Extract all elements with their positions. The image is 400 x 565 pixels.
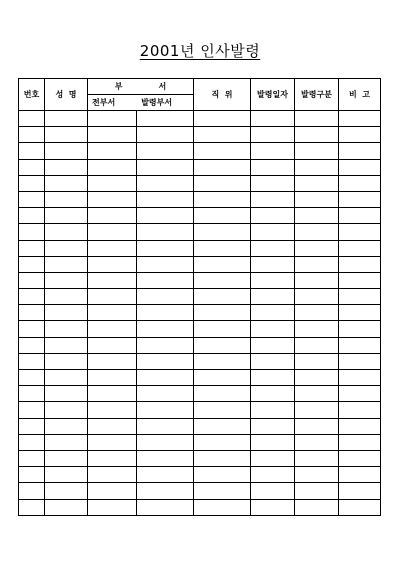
- cell-remarks: [339, 467, 381, 483]
- cell-no: [19, 467, 45, 483]
- cell-type: [295, 159, 339, 175]
- cell-dept-new: [137, 483, 194, 499]
- cell-position: [194, 353, 251, 369]
- cell-name: [45, 402, 88, 418]
- cell-no: [19, 499, 45, 516]
- cell-type: [295, 353, 339, 369]
- cell-date: [251, 240, 295, 256]
- cell-dept-new: [137, 256, 194, 272]
- cell-dept-prev: [88, 467, 137, 483]
- cell-dept-prev: [88, 321, 137, 337]
- cell-position: [194, 256, 251, 272]
- table-row: [19, 483, 381, 499]
- cell-position: [194, 321, 251, 337]
- cell-date: [251, 111, 295, 127]
- table-row: [19, 191, 381, 207]
- cell-dept-new: [137, 337, 194, 353]
- cell-dept-new: [137, 370, 194, 386]
- cell-position: [194, 240, 251, 256]
- cell-type: [295, 418, 339, 434]
- cell-name: [45, 175, 88, 191]
- cell-name: [45, 240, 88, 256]
- table-row: [19, 111, 381, 127]
- cell-position: [194, 337, 251, 353]
- cell-dept-prev: [88, 208, 137, 224]
- cell-dept-new: [137, 321, 194, 337]
- cell-dept-prev: [88, 370, 137, 386]
- cell-date: [251, 256, 295, 272]
- cell-type: [295, 450, 339, 466]
- cell-dept-prev: [88, 272, 137, 288]
- header-remarks: 비 고: [339, 79, 381, 111]
- table-row: [19, 337, 381, 353]
- cell-dept-new: [137, 175, 194, 191]
- cell-type: [295, 127, 339, 143]
- cell-dept-new: [137, 143, 194, 159]
- cell-remarks: [339, 305, 381, 321]
- cell-remarks: [339, 450, 381, 466]
- cell-no: [19, 483, 45, 499]
- cell-position: [194, 224, 251, 240]
- cell-remarks: [339, 321, 381, 337]
- cell-no: [19, 191, 45, 207]
- cell-dept-prev: [88, 305, 137, 321]
- cell-remarks: [339, 483, 381, 499]
- table-row: [19, 434, 381, 450]
- cell-remarks: [339, 240, 381, 256]
- cell-dept-new: [137, 402, 194, 418]
- cell-no: [19, 159, 45, 175]
- header-dept-1: 부: [114, 81, 123, 91]
- cell-no: [19, 386, 45, 402]
- header-dept: [88, 79, 194, 95]
- cell-position: [194, 434, 251, 450]
- cell-date: [251, 127, 295, 143]
- cell-no: [19, 127, 45, 143]
- cell-position: [194, 386, 251, 402]
- cell-dept-prev: [88, 483, 137, 499]
- cell-date: [251, 191, 295, 207]
- cell-type: [295, 499, 339, 516]
- table-row: [19, 127, 381, 143]
- cell-date: [251, 450, 295, 466]
- table-row: [19, 240, 381, 256]
- cell-name: [45, 289, 88, 305]
- cell-no: [19, 321, 45, 337]
- cell-name: [45, 224, 88, 240]
- cell-date: [251, 402, 295, 418]
- cell-position: [194, 191, 251, 207]
- cell-dept-prev: [88, 386, 137, 402]
- cell-position: [194, 175, 251, 191]
- personnel-register-table: [18, 78, 381, 516]
- cell-dept-new: [137, 208, 194, 224]
- table-row: [19, 467, 381, 483]
- cell-type: [295, 305, 339, 321]
- cell-no: [19, 175, 45, 191]
- table-row: [19, 305, 381, 321]
- cell-position: [194, 159, 251, 175]
- cell-name: [45, 483, 88, 499]
- page-title-text: 2001년 인사발령: [139, 42, 261, 60]
- cell-dept-new: [137, 159, 194, 175]
- cell-remarks: [339, 402, 381, 418]
- cell-name: [45, 386, 88, 402]
- cell-name: [45, 111, 88, 127]
- cell-dept-new: [137, 305, 194, 321]
- cell-dept-prev: [88, 402, 137, 418]
- cell-type: [295, 175, 339, 191]
- cell-date: [251, 224, 295, 240]
- cell-type: [295, 143, 339, 159]
- cell-remarks: [339, 499, 381, 516]
- cell-date: [251, 159, 295, 175]
- cell-position: [194, 370, 251, 386]
- cell-date: [251, 272, 295, 288]
- cell-dept-new: [137, 434, 194, 450]
- cell-name: [45, 418, 88, 434]
- cell-dept-prev: [88, 450, 137, 466]
- table-row: [19, 450, 381, 466]
- cell-date: [251, 143, 295, 159]
- cell-remarks: [339, 256, 381, 272]
- cell-remarks: [339, 386, 381, 402]
- cell-name: [45, 272, 88, 288]
- cell-name: [45, 353, 88, 369]
- table-row: [19, 499, 381, 516]
- cell-type: [295, 208, 339, 224]
- cell-no: [19, 353, 45, 369]
- cell-remarks: [339, 208, 381, 224]
- cell-date: [251, 337, 295, 353]
- cell-no: [19, 402, 45, 418]
- cell-position: [194, 305, 251, 321]
- cell-dept-prev: [88, 224, 137, 240]
- header-dept-2: 서: [158, 81, 167, 91]
- page-title: [0, 40, 400, 61]
- cell-dept-prev: [88, 111, 137, 127]
- register-body: [19, 111, 381, 516]
- cell-name: [45, 256, 88, 272]
- cell-remarks: [339, 111, 381, 127]
- table-row: [19, 272, 381, 288]
- cell-remarks: [339, 418, 381, 434]
- cell-name: [45, 208, 88, 224]
- cell-dept-new: [137, 467, 194, 483]
- cell-name: [45, 337, 88, 353]
- cell-position: [194, 143, 251, 159]
- cell-type: [295, 370, 339, 386]
- cell-position: [194, 127, 251, 143]
- cell-no: [19, 272, 45, 288]
- cell-dept-prev: [88, 143, 137, 159]
- cell-no: [19, 208, 45, 224]
- cell-dept-new: [137, 499, 194, 516]
- cell-remarks: [339, 175, 381, 191]
- cell-name: [45, 191, 88, 207]
- cell-type: [295, 191, 339, 207]
- cell-position: [194, 467, 251, 483]
- cell-no: [19, 240, 45, 256]
- cell-dept-prev: [88, 434, 137, 450]
- cell-dept-new: [137, 272, 194, 288]
- table-row: [19, 353, 381, 369]
- cell-date: [251, 499, 295, 516]
- cell-type: [295, 111, 339, 127]
- cell-dept-new: [137, 191, 194, 207]
- cell-type: [295, 321, 339, 337]
- table-row: [19, 224, 381, 240]
- cell-no: [19, 143, 45, 159]
- cell-type: [295, 256, 339, 272]
- cell-position: [194, 418, 251, 434]
- cell-dept-prev: [88, 418, 137, 434]
- cell-remarks: [339, 159, 381, 175]
- table-row: [19, 386, 381, 402]
- cell-no: [19, 337, 45, 353]
- cell-remarks: [339, 337, 381, 353]
- cell-no: [19, 289, 45, 305]
- cell-position: [194, 483, 251, 499]
- table-row: [19, 418, 381, 434]
- cell-type: [295, 402, 339, 418]
- cell-no: [19, 256, 45, 272]
- cell-dept-new: [137, 111, 194, 127]
- cell-position: [194, 289, 251, 305]
- cell-date: [251, 175, 295, 191]
- cell-name: [45, 450, 88, 466]
- cell-remarks: [339, 370, 381, 386]
- cell-type: [295, 337, 339, 353]
- cell-no: [19, 224, 45, 240]
- cell-dept-new: [137, 386, 194, 402]
- table-row: [19, 143, 381, 159]
- cell-name: [45, 305, 88, 321]
- cell-name: [45, 434, 88, 450]
- cell-no: [19, 418, 45, 434]
- cell-remarks: [339, 127, 381, 143]
- header-dept-new: 발령부서: [141, 97, 173, 107]
- cell-dept-new: [137, 450, 194, 466]
- cell-remarks: [339, 143, 381, 159]
- cell-name: [45, 143, 88, 159]
- cell-name: [45, 370, 88, 386]
- cell-remarks: [339, 224, 381, 240]
- cell-date: [251, 467, 295, 483]
- cell-dept-prev: [88, 289, 137, 305]
- cell-date: [251, 483, 295, 499]
- cell-dept-new: [137, 289, 194, 305]
- cell-name: [45, 499, 88, 516]
- header-no: 번호: [19, 79, 45, 111]
- cell-name: [45, 467, 88, 483]
- cell-type: [295, 272, 339, 288]
- cell-dept-prev: [88, 337, 137, 353]
- table-row: [19, 402, 381, 418]
- table-row: [19, 370, 381, 386]
- cell-date: [251, 370, 295, 386]
- cell-date: [251, 289, 295, 305]
- cell-position: [194, 272, 251, 288]
- cell-position: [194, 111, 251, 127]
- table-row: [19, 208, 381, 224]
- cell-dept-prev: [88, 240, 137, 256]
- cell-dept-new: [137, 127, 194, 143]
- cell-dept-prev: [88, 175, 137, 191]
- table-row: [19, 159, 381, 175]
- cell-position: [194, 499, 251, 516]
- cell-dept-prev: [88, 353, 137, 369]
- cell-no: [19, 305, 45, 321]
- cell-name: [45, 159, 88, 175]
- table-row: [19, 256, 381, 272]
- cell-type: [295, 224, 339, 240]
- table-row: [19, 289, 381, 305]
- table-row: [19, 175, 381, 191]
- cell-remarks: [339, 289, 381, 305]
- header-date: 발령일자: [251, 79, 295, 111]
- cell-date: [251, 386, 295, 402]
- cell-name: [45, 127, 88, 143]
- cell-date: [251, 353, 295, 369]
- cell-remarks: [339, 272, 381, 288]
- cell-dept-prev: [88, 159, 137, 175]
- cell-dept-new: [137, 224, 194, 240]
- cell-no: [19, 450, 45, 466]
- cell-date: [251, 305, 295, 321]
- cell-date: [251, 434, 295, 450]
- cell-no: [19, 370, 45, 386]
- cell-date: [251, 418, 295, 434]
- cell-no: [19, 111, 45, 127]
- cell-type: [295, 483, 339, 499]
- cell-type: [295, 289, 339, 305]
- cell-dept-new: [137, 353, 194, 369]
- table-row: [19, 321, 381, 337]
- header-dept-prev: 전부서: [92, 97, 116, 107]
- cell-dept-prev: [88, 191, 137, 207]
- cell-dept-new: [137, 418, 194, 434]
- cell-type: [295, 434, 339, 450]
- cell-position: [194, 450, 251, 466]
- cell-dept-prev: [88, 127, 137, 143]
- cell-position: [194, 402, 251, 418]
- cell-dept-prev: [88, 499, 137, 516]
- cell-name: [45, 321, 88, 337]
- cell-remarks: [339, 434, 381, 450]
- cell-no: [19, 434, 45, 450]
- cell-remarks: [339, 353, 381, 369]
- cell-date: [251, 321, 295, 337]
- cell-type: [295, 240, 339, 256]
- cell-type: [295, 386, 339, 402]
- cell-remarks: [339, 191, 381, 207]
- cell-dept-new: [137, 240, 194, 256]
- header-name: 성 명: [45, 79, 88, 111]
- cell-position: [194, 208, 251, 224]
- header-dept-sub: [88, 95, 194, 111]
- cell-type: [295, 467, 339, 483]
- header-position: 직 위: [194, 79, 251, 111]
- header-type: 발령구분: [295, 79, 339, 111]
- cell-date: [251, 208, 295, 224]
- cell-dept-prev: [88, 256, 137, 272]
